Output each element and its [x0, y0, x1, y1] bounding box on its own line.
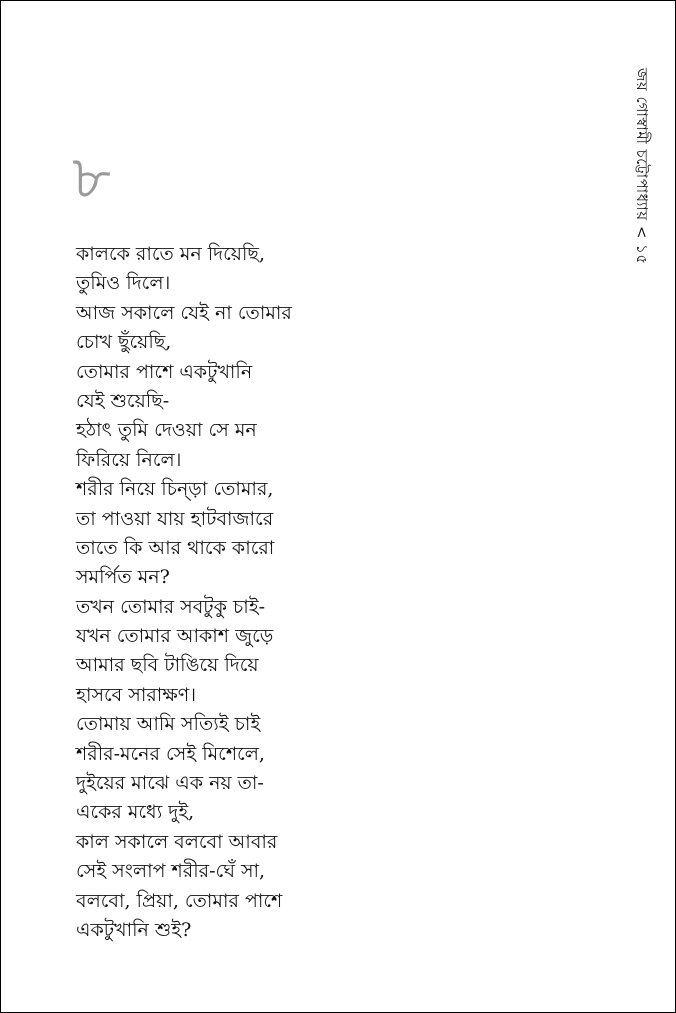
poem-line: একের মধ্যে দুই, — [76, 801, 195, 824]
poem-line: তোমার পাশে একটুখানি — [76, 360, 253, 383]
poem-line: তাতে কি আর থাকে কারো — [76, 536, 275, 559]
poem-line: তখন তোমার সবটুকু চাই- — [76, 595, 266, 618]
poem-line: সেই সংলাপ শরীর-ঘেঁ সা, — [76, 860, 266, 883]
poem-line: সমর্পিত মন? — [76, 566, 170, 589]
poem-line: একটুখানি শুই? — [76, 918, 192, 941]
poem-line: শরীর নিয়ে চিন্ড়া তোমার, — [76, 478, 274, 501]
poem-line: বলবো, প্রিয়া, তোমার পাশে — [76, 889, 283, 912]
poem-number: ৮ — [72, 143, 111, 213]
poem-line: যেই শুয়েছি- — [76, 389, 170, 412]
poem-line: আজ সকালে যেই না তোমার — [76, 301, 292, 324]
poem-body — [76, 240, 292, 945]
poem-line: তোমায় আমি সত্যিই চাই — [76, 713, 261, 736]
poem-line: তুমিও দিলে। — [76, 272, 171, 295]
poem-line: হঠাৎ তুমি দেওয়া সে মন — [76, 419, 257, 442]
poem-line: চোখ ছুঁয়েছি, — [76, 331, 172, 354]
poem-line: যখন তোমার আকাশ জুড়ে — [76, 625, 274, 648]
poem-line: শরীর-মনের সেই মিশেলে, — [76, 742, 265, 765]
poem-line: দুইয়ের মাঝে এক নয় তা- — [76, 772, 264, 795]
poem-line: কাল সকালে বলবো আবার — [76, 830, 278, 853]
poem-line: ফিরিয়ে নিলে। — [76, 448, 182, 471]
poem-line: হাসবে সারাক্ষণ। — [76, 683, 196, 706]
poem-line: কালকে রাতে মন দিয়েছি, — [76, 243, 265, 265]
poem-line: আমার ছবি টাঙিয়ে দিয়ে — [76, 654, 259, 677]
poem-line: তা পাওয়া যায় হাটবাজারে — [76, 507, 274, 530]
running-header: জয় গোস্বামী চট্টোপাধ্যায় < ১৫ — [633, 68, 651, 265]
